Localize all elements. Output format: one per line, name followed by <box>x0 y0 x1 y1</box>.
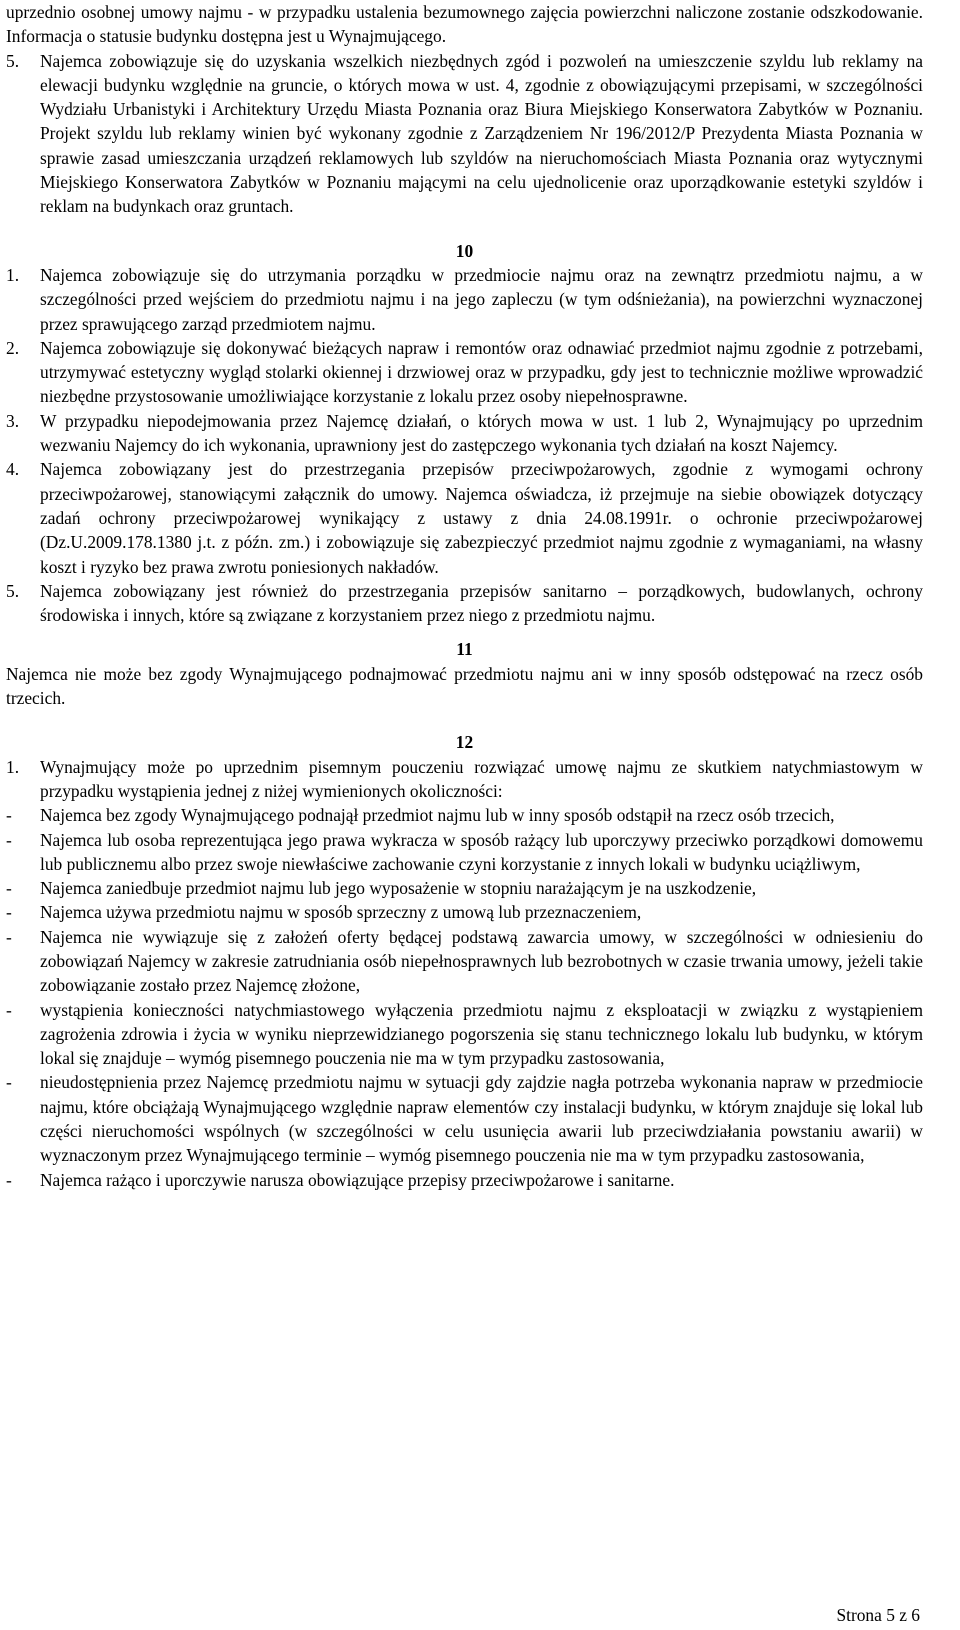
item-text: Najemca zobowiązany jest również do przestrzegania przepisów sanitarno – porządkowych, budowlanych, ochrony środowiska i innych, które są związane z korzystaniem przez niego z przedmiotu najmu. <box>40 580 923 626</box>
bullet-text: Najemca nie wywiązuje się z założeń oferty będącej podstawą zawarcia umowy, w szczególności w odniesieniu do zobowiązań Najemcy w zakresie zatrudniania osób niepełnosprawnych lub bezrobotnych w czasie trwania umowy, jeżeli takie zobowiązanie zostało przez Najemcę złożone, <box>40 926 923 996</box>
bullet-item <box>6 876 923 900</box>
bullet-item <box>6 1070 923 1167</box>
bullet-item <box>6 998 923 1071</box>
section-heading-11: 11 <box>456 639 473 660</box>
bullet-item <box>6 925 923 998</box>
item-number: 1. <box>6 264 20 285</box>
list-item <box>6 457 923 578</box>
bullet-text: Najemca zaniedbuje przedmiot najmu lub jego wyposażenie w stopniu narażającym je na uszkodzenie, <box>40 878 757 899</box>
bullet-dash: - <box>6 999 12 1020</box>
item-text: Wynajmujący może po uprzednim pisemnym pouczeniu rozwiązać umowę najmu ze skutkiem natychmiastowym w przypadku wystąpienia jednej z niżej wymienionych okoliczności: <box>40 756 923 801</box>
list-item <box>6 579 923 628</box>
list-item <box>6 755 923 804</box>
item-number: 3. <box>6 410 20 431</box>
bullet-dash: - <box>6 829 12 850</box>
item-number: 1. <box>6 756 20 777</box>
section-11-paragraph: Najemca nie może bez zgody Wynajmującego podnajmować przedmiotu najmu ani w inny sposób odstępować na rzecz osób trzecich. <box>6 663 923 709</box>
item-text: Najemca zobowiązuje się do utrzymania porządku w przedmiocie najmu oraz na zewnątrz przedmiotu najmu, a w szczególności przed wejściem do przedmiotu najmu i na jego zapleczu (w tym odśnieżania), na powierzchni wyznaczonej przez sprawującego zarząd przedmiotem najmu. <box>40 264 923 334</box>
bullet-dash: - <box>6 878 12 899</box>
bullet-text: Najemca rażąco i uporczywie narusza obowiązujące przepisy przeciwpożarowe i sanitarne. <box>40 1169 675 1190</box>
list-item <box>6 336 923 409</box>
bullet-item <box>6 803 923 827</box>
item-text: Najemca zobowiązuje się do uzyskania wszelkich niezbędnych zgód i pozwoleń na umieszczenie szyldu lub reklamy na elewacji budynku względnie na gruncie, o których mowa w ust. 4, zgodnie z obowiązującymi przepisami, w szczególności Wydziału Urbanistyki i Architektury Urzędu Miasta Poznania oraz Biura Miejskiego Konserwatora Zabytków w Poznaniu. Projekt szyldu lub reklamy winien być wykonany zgodnie z Zarządzeniem Nr 196/2012/P Prezydenta Miasta Poznania w sprawie zasad umieszczania urządzeń reklamowych lub szyldów na nieruchomościach Miasta Poznania oraz wytycznymi Miejskiego Konserwatora Zabytków w Poznaniu mającymi na celu ujednolicenie oraz uporządkowanie estetyki szyldów i reklam na budynkach oraz gruntach. <box>40 50 923 217</box>
page-number: Strona 5 z 6 <box>836 1605 920 1625</box>
item-number: 2. <box>6 337 20 358</box>
document-body <box>6 0 923 1192</box>
list-item <box>6 409 923 458</box>
bullet-text: Najemca bez zgody Wynajmującego podnajął przedmiot najmu lub w inny sposób odstąpił na rzecz osób trzecich, <box>40 805 835 826</box>
section-heading-10: 10 <box>455 240 474 261</box>
item-text: W przypadku niepodejmowania przez Najemcę działań, o których mowa w ust. 1 lub 2, Wynajmujący po uprzednim wezwaniu Najemcy do ich wykonania, uprawniony jest do zastępczego wykonania tych działań na koszt Najemcy. <box>40 410 923 456</box>
item-text: Najemca zobowiązuje się dokonywać bieżących napraw i remontów oraz odnawiać przedmiot najmu zgodnie z potrzebami, utrzymywać estetyczny wygląd stolarki okiennej i drzwiowej oraz w przypadku, gdy jest to technicznie możliwe wprowadzić niezbędne przystosowanie umożliwiające korzystanie z lokalu przez osoby niepełnosprawne. <box>40 337 923 407</box>
bullet-dash: - <box>6 1169 12 1190</box>
bullet-dash: - <box>6 926 12 947</box>
bullet-text: Najemca lub osoba reprezentująca jego prawa wykracza w sposób rażący lub uporczywy przeciwko porządkowi domowemu lub publicznemu albo przez swoje niewłaściwe zachowanie czyni korzystanie z innych lokali w budynku uciążliwym, <box>40 829 923 874</box>
bullet-text: Najemca używa przedmiotu najmu w sposób sprzeczny z umową lub przeznaczeniem, <box>40 902 642 923</box>
list-item <box>6 49 923 219</box>
bullet-dash: - <box>6 1072 12 1093</box>
item-number: 5. <box>6 50 20 71</box>
item-number: 4. <box>6 459 20 480</box>
continuation-paragraph: uprzednio osobnej umowy najmu - w przypadku ustalenia bezumownego zajęcia powierzchni naliczone zostanie odszkodowanie. Informacja o statusie budynku dostępna jest u Wynajmującego. <box>6 2 923 47</box>
bullet-text: nieudostępnienia przez Najemcę przedmiotu najmu w sytuacji gdy zajdzie nagła potrzeba wykonania napraw w przedmiocie najmu, które obciążają Wynajmującego względnie napraw elementów czy instalacji budynku, w którym znajduje się lokal lub części nieruchomości wspólnych (w szczególności w celu usunięcia awarii lub przeciwdziałania powstaniu awarii) w wyznaczonym przez Wynajmującego terminie – wymóg pisemnego pouczenia nie ma w tym przypadku zastosowania, <box>40 1072 923 1166</box>
section-heading-12: 12 <box>455 732 474 753</box>
bullet-dash: - <box>6 902 12 923</box>
bullet-item <box>6 1168 923 1192</box>
bullet-dash: - <box>6 805 12 826</box>
item-text: Najemca zobowiązany jest do przestrzegania przepisów przeciwpożarowych, zgodnie z wymogami ochrony przeciwpożarowej, stanowiącymi załącznik do umowy. Najemca oświadcza, iż przejmuje na siebie obowiązek dotyczący zadań ochrony przeciwpożarowej wynikający z ustawy z dnia 24.08.1991r. o ochronie przeciwpożarowej (Dz.U.2009.178.1380 j.t. z późn. zm.) i zobowiązuje się zabezpieczyć przedmiot najmu zgodnie z wymaganiami, na własny koszt i ryzyko bez prawa zwrotu poniesionych nakładów. <box>40 459 923 577</box>
item-number: 5. <box>6 580 20 601</box>
list-item <box>6 263 923 336</box>
bullet-text: wystąpienia konieczności natychmiastowego wyłączenia przedmiotu najmu z eksploatacji w związku z wystąpieniem zagrożenia zdrowia i życia w wyniku nieprzewidzianego pogorszenia się stanu technicznego lokalu lub budynku, w którym lokal się znajduje – wymóg pisemnego pouczenia nie ma w tym przypadku zastosowania, <box>40 999 923 1069</box>
bullet-item <box>6 828 923 877</box>
bullet-item <box>6 900 923 924</box>
